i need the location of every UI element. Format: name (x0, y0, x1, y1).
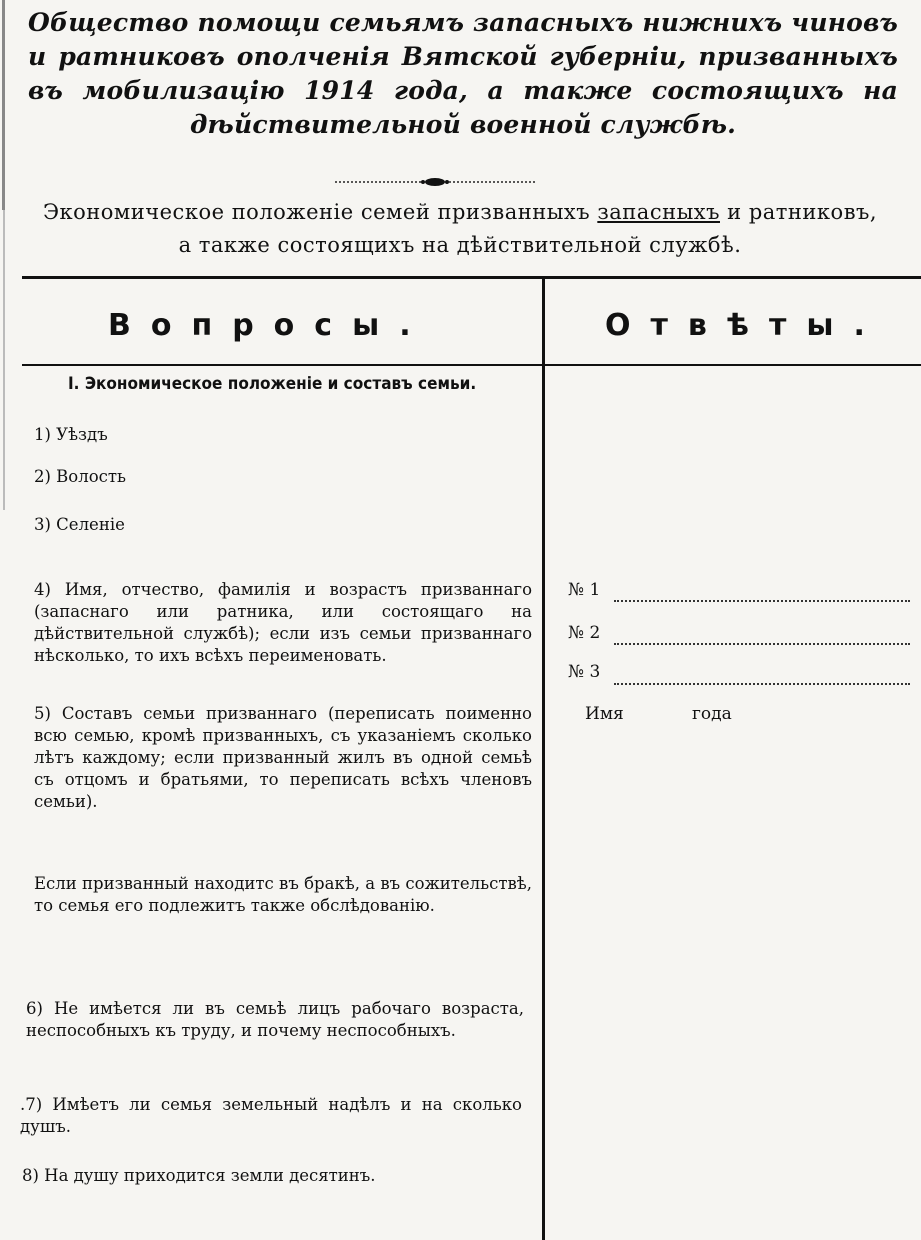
answer-year-label: года (692, 704, 732, 724)
questions-column-header: Вопросы. (108, 308, 431, 343)
subtitle-underlined-word: запасныхъ (597, 200, 720, 224)
answer-number-3: № 3 (568, 662, 601, 682)
question-name-age: 4) Имя, отчество, фамилія и возрастъ призваннаго (запаснаго или ратника, или состоящаго на дѣйствительной службѣ); если изъ семьи призваннаго нѣсколько, то ихъ всѣхъ переименовать. (34, 580, 532, 665)
answer-number-1: № 1 (568, 580, 601, 600)
ornament-divider (335, 176, 535, 188)
scan-edge-mark (2, 0, 8, 1240)
question-volost: 2) Волость (34, 467, 127, 486)
answer-line-1 (614, 600, 910, 602)
subtitle-line2: а также состоящихъ на дѣйствительной службѣ. (178, 233, 742, 257)
question-unable-to-work: 6) Не имѣется ли въ семьѣ лицъ рабочаго возраста, неспособныхъ къ труду, и почему неспособныхъ. (26, 999, 524, 1040)
subtitle-part1: Экономическое положеніе семей призванныхъ (42, 200, 598, 224)
question-land-allotment: .7) Имѣетъ ли семья земельный надѣлъ и на сколько душъ. (20, 1095, 522, 1136)
question-selenie: 3) Селеніе (34, 515, 125, 534)
document-subtitle (10, 196, 910, 262)
answers-column-header: Отвѣты. (605, 308, 885, 343)
subtitle-part2: и ратниковъ, (720, 200, 878, 224)
question-uezd: 1) Уѣздъ (34, 425, 108, 444)
answer-line-2 (614, 643, 910, 645)
table-top-border (22, 276, 921, 279)
answer-line-3 (614, 683, 910, 685)
answer-number-2: № 2 (568, 623, 601, 643)
question-marriage-note: Если призванный находитс въ бракѣ, а въ сожительствѣ, то семья его подлежитъ также обслѣдованію. (34, 874, 532, 915)
table-header-border (22, 364, 921, 366)
section-title: I. Экономическое положеніе и составъ семьи. (68, 374, 477, 394)
question-land-per-soul: 8) На душу приходится земли десятинъ. (22, 1166, 376, 1185)
answer-name-label: Имя (585, 704, 624, 724)
table-column-divider (542, 276, 545, 1240)
document-title: Общество помощи семьямъ запасныхъ нижнихъ чиновъ и ратниковъ ополченія Вятской губерніи, призванныхъ въ мобилизацію 1914 года, а также состоящихъ на дѣйствительной военной службѣ. (28, 8, 898, 139)
question-family-composition: 5) Составъ семьи призваннаго (переписать поименно всю семью, кромѣ призванныхъ, съ указаніемъ сколько лѣтъ каждому; если призванный жилъ въ одной семьѣ съ отцомъ и братьями, то переписать всѣхъ членовъ семьи). (34, 704, 532, 811)
